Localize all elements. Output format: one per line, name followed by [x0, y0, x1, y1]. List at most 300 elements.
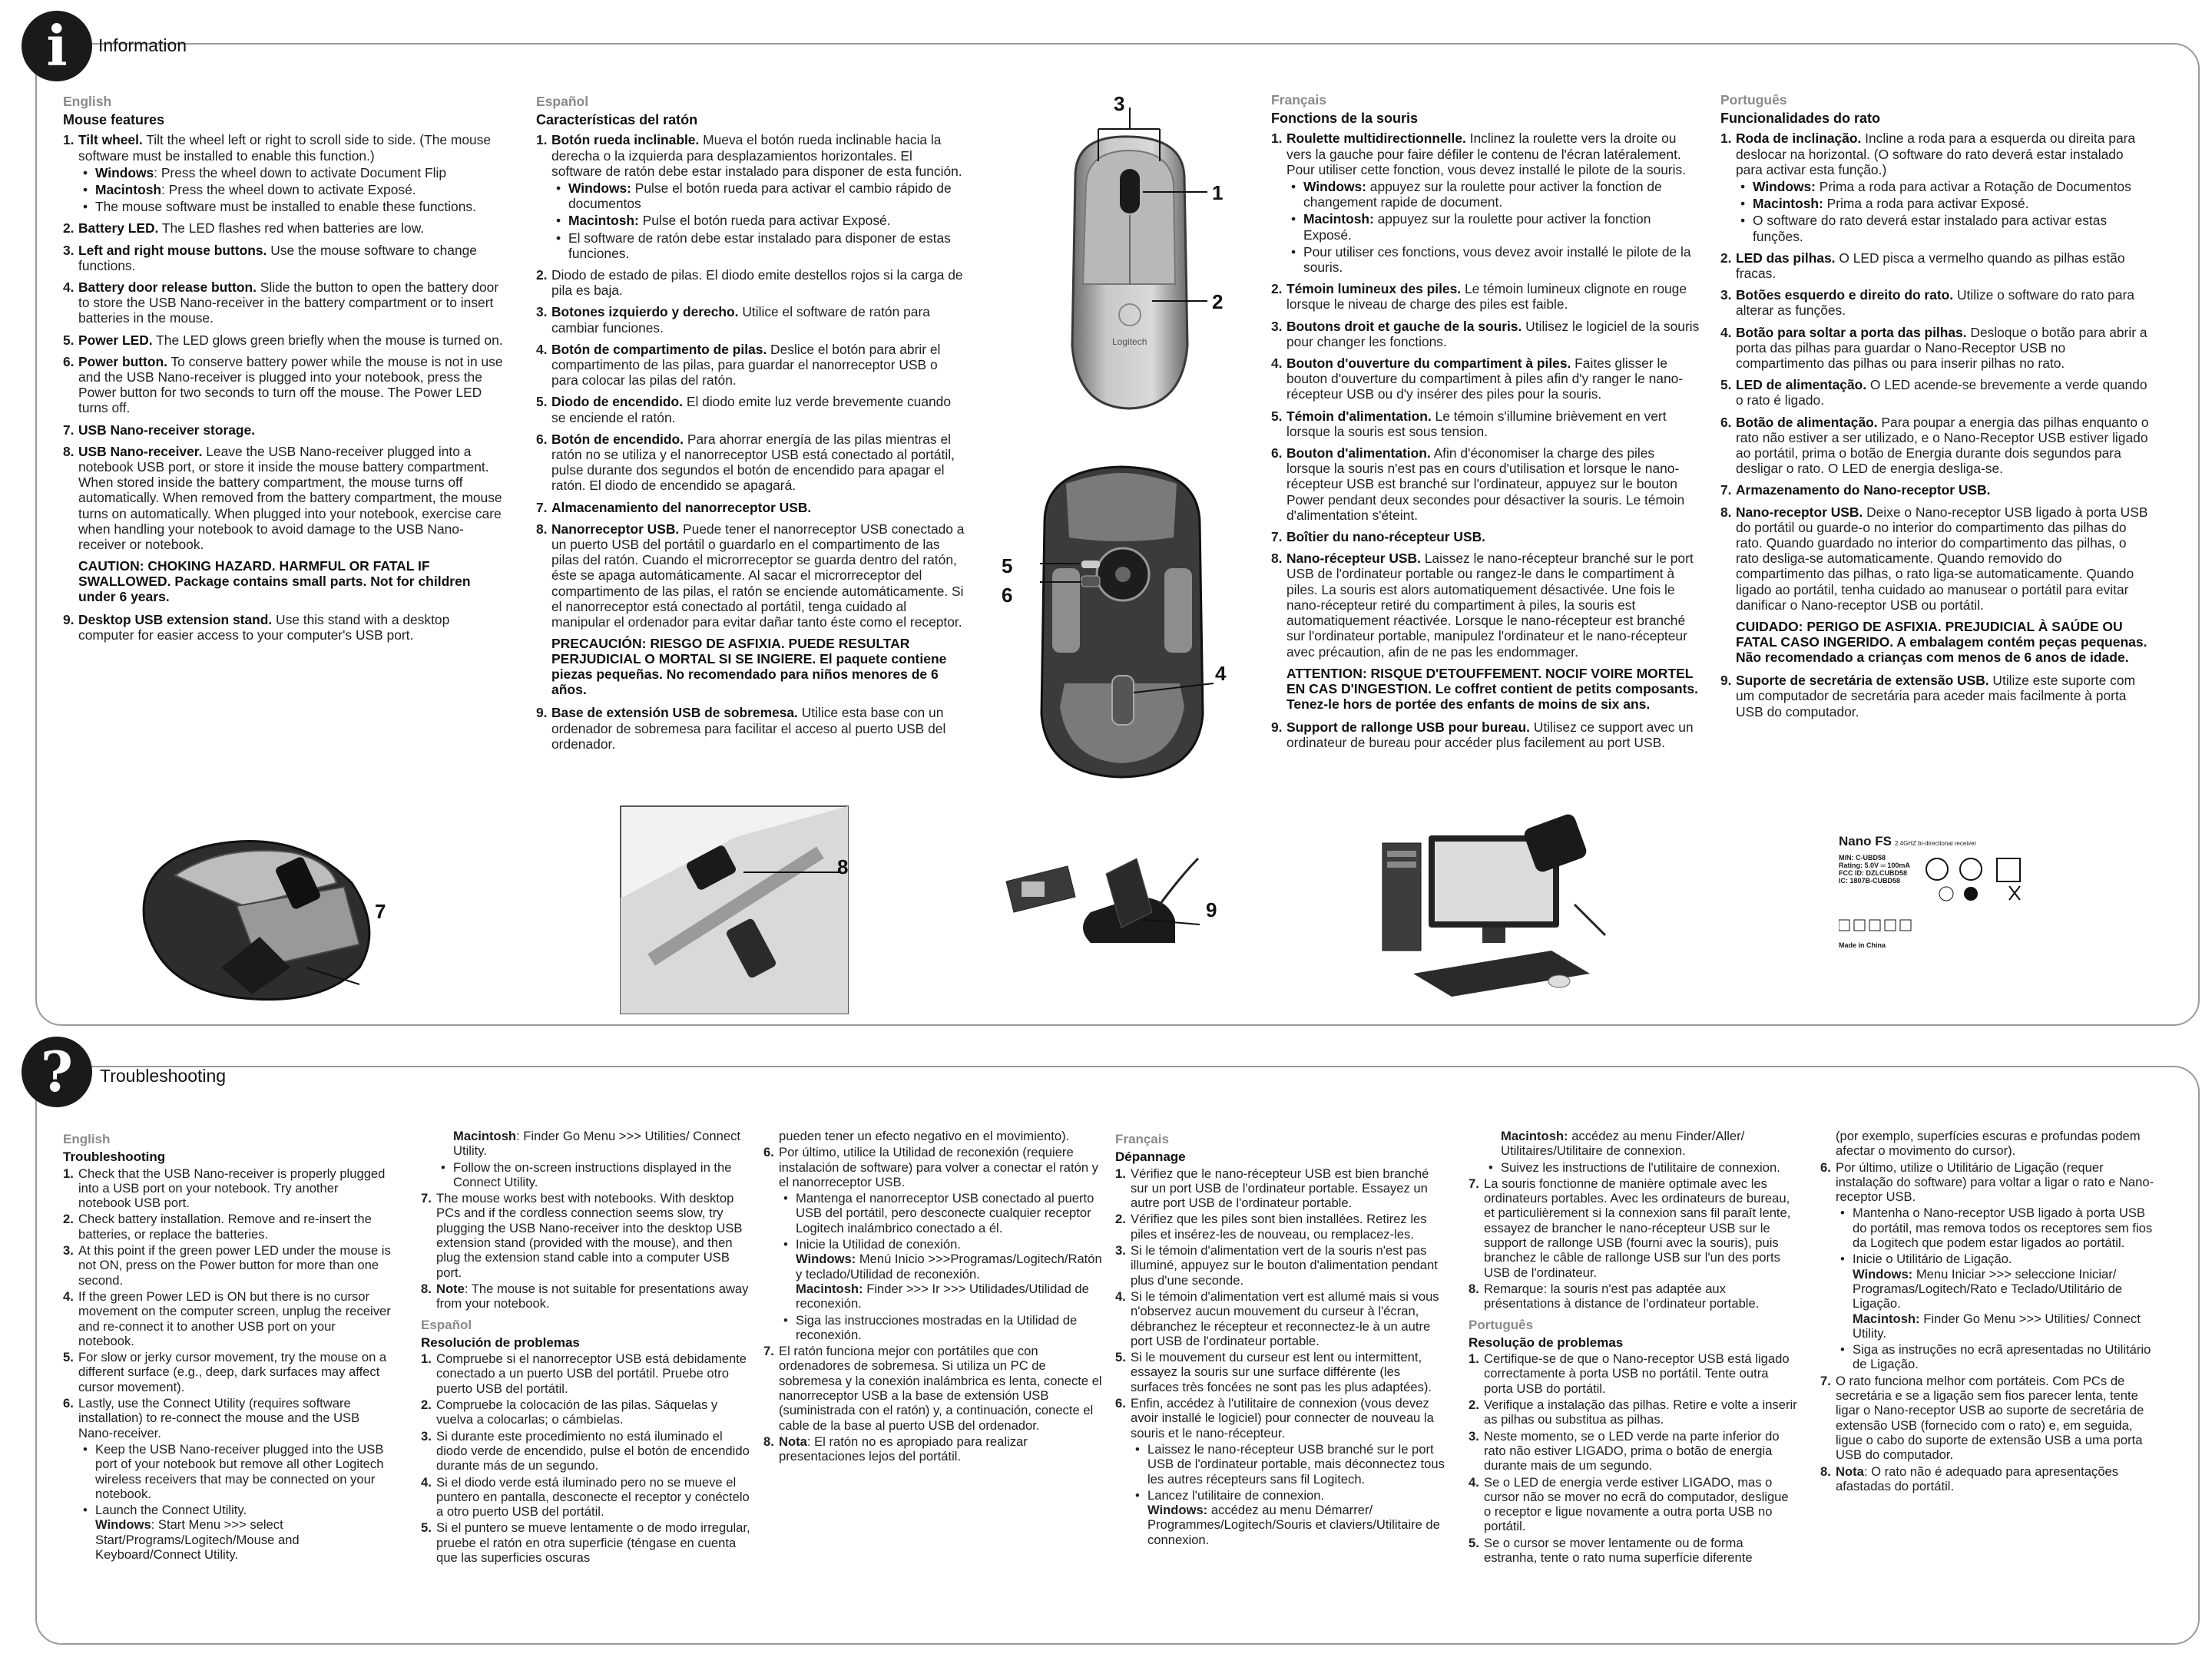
bullet-text: Follow the on-screen instructions displayed in the Connect Utility. — [453, 1159, 732, 1189]
step-text: Certifique-se de que o Nano-receptor USB está ligado correctamente à porta USB no portátil. Tente outra porta USB do portátil. — [1484, 1351, 1790, 1396]
item-number: 7. — [536, 499, 548, 515]
step-number: 8. — [421, 1281, 432, 1296]
list-item — [1736, 179, 2151, 194]
os-label: Macintosh: — [1853, 1311, 1920, 1326]
bullet-text: Prima a roda para activar a Rotação de Documentos — [1815, 179, 2131, 195]
step-text: The mouse works best with notebooks. With desktop PCs and if the cordless connection seems slow, try plugging the USB Nano-receiver into the desktop USB extension stand (provided with the mouse), and then plug the extension stand cable into a computer USB port. — [436, 1191, 743, 1280]
list-item — [421, 1520, 751, 1565]
item-title: Témoin d'alimentation. — [1286, 408, 1432, 424]
caution-warning: PRECAUCIÓN: RIESGO DE ASFIXIA. PUEDE RESULTAR PERJUDICIAL O MORTAL SI SE INGIERE. El paquete contiene piezas pequeñas. No recomendado para niños menores de 6 años. — [551, 636, 947, 698]
list-item — [1736, 213, 2151, 243]
os-label: Macintosh — [95, 182, 161, 198]
list-item — [63, 243, 508, 273]
list-item — [536, 500, 966, 515]
item-text: Deixe o Nano-receptor USB ligado à porta USB do portátil ou guarde-o no interior do compartimento das pilhas do rato. Quando guardado no interior do compartimento das pilhas, o rato desliga-se automaticamente. Quando removido do compartimento das pilhas, o rato liga-se automaticamente. Quando ligado ao portátil, tenha cuidado ao manusear o portátil para evitar danificar o Nano-receptor USB ou portátil. — [1736, 504, 2148, 613]
item-title: Roda de inclinação. — [1736, 131, 1862, 147]
os-label: Windows — [95, 164, 154, 180]
list-item — [1820, 1160, 2158, 1205]
list-item — [1115, 1212, 1445, 1242]
section-subheading: Características del ratón — [536, 112, 698, 128]
list-item — [1286, 244, 1700, 275]
bullet-list — [1736, 179, 2151, 244]
list-item — [1271, 131, 1700, 275]
bullet-text: Siga las instrucciones mostradas en la Utilidad de reconexión. — [796, 1312, 1078, 1342]
step-label: Nota — [779, 1434, 807, 1449]
bullet-text: Laissez le nano-récepteur USB branché sur le port USB de l'ordinateur portable, mais déconnectez tous les autres récepteurs sans fil Logitech. — [1147, 1441, 1445, 1487]
label-line: FCC ID: DZLCUBD58 — [1839, 869, 1907, 877]
caution-warning: CAUTION: CHOKING HAZARD. HARMFUL OR FATAL IF SWALLOWED. Package contains small parts. Not for children under 6 years. — [78, 558, 471, 605]
item-title: Support de rallonge USB pour bureau. — [1286, 719, 1530, 735]
os-text: accédez au menu Démarrer/ Programmes/Logitech/Souris et claviers/Utilitaire de connexion. — [1147, 1503, 1440, 1547]
item-title: Nano-receptor USB. — [1736, 504, 1863, 520]
os-label: Windows: — [1147, 1503, 1208, 1518]
list-item — [421, 1397, 751, 1427]
section-subheading: Funcionalidades do rato — [1720, 111, 1881, 127]
bullet-text: : Press the wheel down to activate Document Flip — [154, 164, 447, 180]
item-number: 5. — [63, 332, 75, 348]
item-number: 3. — [536, 304, 548, 320]
language-heading: English — [63, 1132, 111, 1146]
step-text: Se o LED de energia verde estiver LIGADO, mas o cursor não se mover no ecrã do computador, desligue o receptor e ligue novamente a outra porta USB no portátil. — [1484, 1474, 1789, 1534]
step-text: La souris fonctionne de manière optimale avec les ordinateurs portables. Avec les ordinateurs de bureau, et particulièrement si la connexion sans fil paraît lente, essayez de brancher le nano-récepteur USB sur le support de rallonge USB (fourni avec la souris), puis branchez le câble de rallonge USB sur l'un des ports USB de l'ordinateur. — [1484, 1176, 1791, 1280]
item-text: Tilt the wheel left or right to scroll side to side. (The mouse software must be installed to enable this function.) — [78, 132, 492, 164]
item-number: 8. — [1271, 551, 1283, 567]
list-item — [763, 1145, 1109, 1189]
language-heading: Português — [1720, 92, 1787, 107]
item-title: Botón de encendido. — [551, 431, 684, 447]
list-item — [63, 612, 508, 643]
bullet-list — [63, 1442, 393, 1562]
item-text: Laissez le nano-récepteur branché sur le port USB de l'ordinateur portable ou rangez-le dans le compartiment à piles. La souris est alors automatiquement désactivée. Une fois le nano-récepteur retiré du compartiment à piles, la souris est automatiquement réactivée. Lorsque le nano-récepteur est branché sur l'ordinateur portable, manipulez l'ordinateur et le nano-récepteur avec précaution, afin de ne pas les endommager. — [1286, 551, 1694, 660]
bullet-list — [551, 180, 966, 261]
item-title: Tilt wheel. — [78, 132, 143, 148]
os-text: Finder Go Menu >>> Utilities/ Connect Utility. — [1853, 1311, 2141, 1341]
item-text: El diodo emite luz verde brevemente cuando se enciende el ratón. — [551, 394, 952, 425]
item-text: Para ahorrar energía de las pilas mientras el ratón no se utiliza y el nanorreceptor USB está conectado al portátil, pulse durante dos segundos el botón de encendido para apagar el ratón. El diodo de encendido se apagará. — [551, 431, 955, 494]
step-text: Si le mouvement du curseur est lent ou intermittent, essayez la souris sur une surface différente (les surfaces très foncées ne sont pas les plus adaptées). — [1131, 1350, 1432, 1394]
label-line: M/N: C-UBD58 — [1839, 854, 1886, 862]
item-number: 9. — [63, 612, 75, 628]
item-text: Use this stand with a desktop computer for easier access to your computer's USB port. — [78, 612, 450, 643]
item-text: Deslice el botón para abrir el compartimento de las pilas, para guardar el nanorreceptor USB o para colocar las pilas del ratón. — [551, 341, 941, 389]
item-title: Boutons droit et gauche de la souris. — [1286, 318, 1522, 334]
step-list — [1115, 1166, 1445, 1440]
step-number: 1. — [63, 1166, 74, 1181]
list-item — [1286, 211, 1700, 242]
callout-3: 3 — [1114, 92, 1125, 115]
step-text: Si durante este procedimiento no está iluminado el diodo verde de encendido, pulse el botón de encendido durante más de un segundo. — [436, 1428, 750, 1473]
os-label: Windows: — [568, 180, 631, 197]
os-label: Macintosh: — [1303, 211, 1374, 227]
callout-5: 5 — [1002, 554, 1013, 577]
list-item — [1131, 1488, 1445, 1547]
item-number: 5. — [1271, 408, 1283, 424]
continued-text: pueden tener un efecto negativo en el movimiento). — [779, 1129, 1070, 1143]
item-text: Faites glisser le bouton d'ouverture du compartiment à piles afin d'y ranger le nano-récepteur USB ou d'y insérer des piles pour la souris. — [1286, 356, 1684, 402]
list-item — [779, 1313, 1109, 1343]
section-subheading: Dépannage — [1115, 1149, 1186, 1165]
step-list — [1820, 1374, 2158, 1493]
list-item — [421, 1429, 751, 1473]
list-item — [536, 521, 966, 630]
step-text: Por último, utilice la Utilidad de reconexión (requiere instalación de software) para volver a conectar el ratón y el nanorreceptor USB. — [779, 1145, 1098, 1189]
item-title: Botón rueda inclinable. — [551, 132, 700, 148]
step-label: Nota — [1836, 1464, 1864, 1479]
list-item — [763, 1344, 1109, 1433]
bullet-text: O software do rato deverá estar instalado para activar estas funções. — [1753, 213, 2108, 244]
list-item — [551, 180, 966, 211]
item-title: Botão de alimentação. — [1736, 414, 1878, 430]
item-number: 9. — [1720, 673, 1732, 689]
item-text: Le témoin lumineux clignote en rouge lorsque le niveau de charge des piles est faible. — [1286, 281, 1687, 313]
item-number: 1. — [536, 132, 548, 148]
troubleshooting-column-3 — [763, 1129, 1109, 1466]
step-text: Si el diodo verde está iluminado pero no se mueve el puntero en pantalla, desconecte el receptor y conéctelo a otro puerto USB del portátil. — [436, 1474, 750, 1520]
item-title: Botões esquerdo e direito do rato. — [1736, 287, 1954, 303]
item-title: Nano-récepteur USB. — [1286, 551, 1421, 567]
bullet-text: Keep the USB Nano-receiver plugged into the USB port of your notebook but remove all other Logitech wireless receivers that may be connected on your notebook. — [95, 1441, 384, 1501]
item-number: 3. — [63, 242, 75, 258]
caution-warning: CUIDADO: PERIGO DE ASFIXIA. PREJUDICIAL À SAÚDE OU FATAL CASO INGERIDO. A embalagem contém peças pequenas. Não recomendado a crianças com menos de 6 anos de idade. — [1736, 619, 2147, 666]
step-text: Si le témoin d'alimentation vert de la souris n'est pas illuminé, appuyez sur le bouton d'alimentation pendant plus d'une seconde. — [1131, 1243, 1438, 1288]
list-item — [1836, 1206, 2158, 1250]
troubleshooting-column-2 — [421, 1129, 751, 1566]
item-text: The LED flashes red when batteries are low. — [158, 220, 425, 236]
list-item — [1469, 1475, 1799, 1534]
item-title: Base de extensión USB de sobremesa. — [551, 705, 798, 721]
information-title: Information — [98, 35, 187, 55]
item-title: Battery LED. — [78, 220, 159, 236]
step-number: 7. — [1820, 1373, 1831, 1388]
bullet-text: appuyez sur la roulette pour activer la fonction Exposé. — [1303, 211, 1651, 243]
certification-marks — [1923, 855, 2038, 901]
step-number: 4. — [421, 1474, 432, 1490]
list-item — [1469, 1429, 1799, 1473]
french-troubleshooting-column — [1115, 1126, 1445, 1549]
os-label: Macintosh: — [568, 213, 639, 229]
list-item — [78, 1503, 393, 1562]
list-item — [1271, 408, 1700, 439]
item-number: 7. — [1720, 482, 1732, 498]
item-number: 9. — [536, 705, 548, 721]
list-item — [536, 342, 966, 389]
list-item — [63, 1212, 393, 1242]
step-text: : O rato não é adequado para apresentações afastadas do portátil. — [1836, 1464, 2119, 1493]
os-text: Menú Inicio >>>Programas/Logitech/Ratón y teclado/Utilidad de reconexión. — [796, 1252, 1102, 1282]
list-item — [436, 1160, 751, 1190]
step-number: 8. — [1469, 1281, 1479, 1296]
item-text: Afin d'économiser la charge des piles lorsque la souris n'est pas en cours d'utilisation et lorsque le nano-récepteur USB est branché sur l'ordinateur, appuyez sur le bouton Power pendant deux secondes pour désactiver la souris. Le témoin d'alimentation s'éteint. — [1286, 445, 1685, 523]
list-item — [1469, 1176, 1799, 1280]
os-label: Windows: — [1303, 179, 1366, 195]
step-label: Note — [436, 1281, 465, 1296]
step-number: 3. — [1115, 1243, 1126, 1258]
item-text: Le témoin s'illumine brièvement en vert lorsque la souris est sous tension. — [1286, 408, 1667, 439]
list-item — [536, 304, 966, 335]
step-text: Si el puntero se mueve lentamente o de modo irregular, pruebe el ratón en otra superficie (téngase en cuenta que las superficies oscuras — [436, 1520, 750, 1566]
portuguese-features-column — [1720, 92, 2151, 726]
list-item — [63, 444, 508, 552]
bullet-list — [763, 1191, 1109, 1342]
troubleshooting-title: Troubleshooting — [100, 1066, 227, 1086]
step-number: 4. — [63, 1288, 74, 1304]
bullet-list — [421, 1160, 751, 1190]
french-features-column — [1271, 92, 1700, 756]
item-number: 8. — [1720, 504, 1732, 520]
list-item — [536, 267, 966, 298]
section-subheading: Resolução de problemas — [1469, 1335, 1624, 1350]
usb-extension-stand-illustration — [1006, 828, 1206, 966]
list-item — [536, 132, 966, 261]
bullet-text: Suivez les instructions de l'utilitaire de connexion. — [1501, 1159, 1780, 1175]
feature-list — [536, 132, 966, 752]
list-item — [63, 220, 508, 236]
step-text: Se o cursor se mover lentamente ou de forma estranha, tente o rato numa superfície diferente — [1484, 1535, 1753, 1566]
bullet-list — [1286, 179, 1700, 275]
item-title: Diodo de encendido. — [551, 394, 684, 410]
item-title: Armazenamento do Nano-receptor USB. — [1736, 482, 1991, 498]
mouse-brand-label: Logitech — [1112, 336, 1147, 347]
item-title: Power button. — [78, 353, 167, 369]
callout-8: 8 — [837, 855, 849, 878]
list-item — [1820, 1374, 2158, 1463]
list-item — [1271, 529, 1700, 544]
callout-4: 4 — [1215, 662, 1227, 685]
item-title: Desktop USB extension stand. — [78, 612, 273, 628]
os-text: accédez au menu Finder/Aller/ Utilitaires/Utilitaire de connexion. — [1501, 1129, 1745, 1159]
step-text: Vérifiez que les piles sont bien installées. Retirez les piles et insérez-les de nouveau, ou remplacez-les. — [1131, 1212, 1427, 1242]
bullet-text: Lancez l'utilitaire de connexion. — [1147, 1487, 1325, 1503]
step-number: 8. — [1820, 1464, 1831, 1479]
step-text: Compruebe si el nanorreceptor USB está debidamente conectado a un puerto USB del portátil. Pruebe otro puerto USB del portátil. — [436, 1351, 747, 1396]
item-number: 6. — [536, 431, 548, 447]
item-title: Roulette multidirectionnelle. — [1286, 131, 1466, 147]
item-number: 9. — [1271, 719, 1283, 735]
list-item — [779, 1237, 1109, 1311]
item-text: O LED acende-se brevemente a verde quando o rato é ligado. — [1736, 377, 2147, 408]
list-item — [78, 1442, 393, 1501]
bullet-text: : Press the wheel down to activate Exposé. — [161, 182, 416, 198]
list-item — [421, 1191, 751, 1280]
item-text: O LED pisca a vermelho quando as pilhas estão fracas. — [1736, 250, 2125, 282]
item-number: 2. — [536, 267, 548, 283]
item-number: 5. — [1720, 377, 1732, 393]
step-list — [421, 1351, 751, 1565]
list-item — [1469, 1351, 1799, 1396]
item-title: LED de alimentação. — [1736, 377, 1867, 393]
section-subheading: Fonctions de la souris — [1271, 111, 1419, 127]
list-item — [551, 230, 966, 261]
caution-warning: ATTENTION: RISQUE D'ETOUFFEMENT. NOCIF VOIRE MORTEL EN CAS D'INGESTION. Le coffret contient de petits composants. Tenez-le hors de portée des enfants de moins de six ans. — [1286, 665, 1699, 712]
item-number: 6. — [63, 353, 75, 369]
step-number: 7. — [1469, 1176, 1479, 1191]
item-text: Utilice esta base con un ordenador de sobremesa para facilitar el acceso al puerto USB del ordenador. — [551, 705, 946, 752]
continued-text — [1469, 1129, 1799, 1159]
question-icon: ? — [22, 1037, 92, 1107]
step-number: 3. — [421, 1428, 432, 1444]
os-label: Windows — [95, 1517, 151, 1533]
info-icon: i — [22, 11, 92, 81]
item-title: Bouton d'ouverture du compartiment à piles. — [1286, 356, 1571, 372]
bullet-text: Mantenga el nanorreceptor USB conectado al puerto USB del portátil, pero desconecte cualquier receptor Logitech inalámbrico conectado a él. — [796, 1191, 1094, 1235]
list-item — [551, 213, 966, 228]
os-label: Macintosh: — [1501, 1129, 1568, 1143]
os-label: Windows: — [796, 1252, 856, 1267]
item-number: 6. — [1720, 414, 1732, 430]
feature-list — [1271, 131, 1700, 750]
item-text: Diodo de estado de pilas. El diodo emite destellos rojos si la carga de pila es baja. — [551, 267, 963, 299]
list-item — [78, 165, 508, 180]
item-title: Battery door release button. — [78, 279, 257, 296]
list-item — [1115, 1243, 1445, 1288]
list-item — [421, 1282, 751, 1311]
item-title: LED das pilhas. — [1736, 250, 1836, 266]
step-text: Compruebe la colocación de las pilas. Sáquelas y vuelva a colocarlas; o cámbielas. — [436, 1397, 718, 1427]
continued-text — [421, 1129, 751, 1159]
list-item — [1469, 1282, 1799, 1311]
step-number: 6. — [763, 1145, 774, 1160]
continued-text: (por exemplo, superfícies escuras e profundas podem afectar o movimento do cursor). — [1836, 1129, 2141, 1159]
item-number: 2. — [1271, 281, 1283, 297]
step-number: 2. — [1469, 1397, 1479, 1413]
item-title: USB Nano-receiver storage. — [78, 422, 256, 438]
troubleshooting-column-5 — [1469, 1129, 1799, 1566]
bullet-text: The mouse software must be installed to enable these functions. — [95, 199, 476, 215]
step-number: 3. — [1469, 1428, 1479, 1444]
list-item — [1720, 377, 2151, 408]
step-text: Remarque: la souris n'est pas adaptée aux présentations à distance de l'ordinateur portable. — [1484, 1281, 1760, 1311]
step-number: 7. — [421, 1191, 432, 1206]
list-item — [1271, 281, 1700, 312]
list-item — [763, 1434, 1109, 1464]
list-item — [1720, 504, 2151, 613]
mouse-battery-compartment-illustration — [129, 814, 390, 1006]
list-item — [1820, 1464, 2158, 1494]
list-item — [536, 394, 966, 425]
language-heading: Português — [1469, 1317, 1534, 1332]
item-title: Almacenamiento del nanorreceptor USB. — [551, 499, 812, 515]
item-number: 5. — [536, 394, 548, 410]
bullet-text: Pulse el botón rueda para activar Exposé. — [638, 213, 891, 229]
bullet-text: Pour utiliser ces fonctions, vous devez avoir installé le pilote de la souris. — [1303, 243, 1691, 276]
step-text: For slow or jerky cursor movement, try the mouse on a different surface (e.g., deep, dark surfaces may affect cursor movement). — [78, 1350, 387, 1394]
item-number: 4. — [1271, 356, 1283, 372]
item-number: 4. — [536, 341, 548, 357]
callout-9: 9 — [1206, 898, 1217, 921]
item-title: Botones izquierdo y derecho. — [551, 304, 739, 320]
list-item — [536, 705, 966, 752]
item-number: 6. — [1271, 445, 1283, 461]
list-item — [421, 1475, 751, 1520]
nano-receiver-notebook-illustration — [621, 806, 848, 1014]
list-item — [1131, 1442, 1445, 1487]
bullet-text: Inicie o Utilitário de Ligação. — [1853, 1252, 2012, 1267]
list-item — [1736, 196, 2151, 211]
section-subheading: Mouse features — [63, 112, 165, 128]
step-number: 1. — [1469, 1351, 1479, 1367]
step-number: 5. — [1115, 1350, 1126, 1365]
item-title: Témoin lumineux des piles. — [1286, 281, 1462, 297]
item-title: Nanorreceptor USB. — [551, 521, 680, 537]
list-item — [536, 432, 966, 494]
bullet-list — [1469, 1160, 1799, 1175]
mouse-top-view-illustration — [1029, 92, 1244, 430]
label-line: Rating: 5.0V ═ 100mA — [1839, 862, 1910, 869]
item-title: Botón de compartimento de pilas. — [551, 341, 767, 357]
item-title: Bouton d'alimentation. — [1286, 445, 1431, 461]
step-list — [1820, 1160, 2158, 1205]
step-text: : The mouse is not suitable for presentations away from your notebook. — [436, 1281, 749, 1311]
step-number: 2. — [1115, 1212, 1126, 1227]
language-heading: Français — [1115, 1132, 1169, 1146]
list-item — [1720, 250, 2151, 281]
os-text: : Finder Go Menu >>> Utilities/ Connect Utility. — [453, 1129, 740, 1159]
product-name: Nano FS — [1839, 834, 1892, 848]
list-item — [1286, 179, 1700, 210]
language-heading: Español — [536, 94, 589, 109]
list-item — [779, 1191, 1109, 1235]
list-item — [1469, 1397, 1799, 1427]
step-text: At this point if the green power LED under the mouse is not ON, press on the Power button for more than one second. — [78, 1243, 391, 1288]
language-heading: Français — [1271, 92, 1326, 107]
item-title: Power LED. — [78, 332, 153, 348]
item-text: The LED glows green briefly when the mouse is turned on. — [152, 332, 503, 348]
list-item — [63, 422, 508, 438]
step-text: : El ratón no es apropiado para realizar presentaciones lejos del portátil. — [779, 1434, 1028, 1464]
bullet-text: Pulse el botón rueda para activar el cambio rápido de documentos — [568, 180, 952, 212]
item-number: 1. — [63, 132, 75, 148]
list-item — [1720, 482, 2151, 498]
item-text: Utilisez le logiciel de la souris pour changer les fonctions. — [1286, 318, 1700, 349]
step-number: 8. — [763, 1434, 774, 1449]
english-troubleshooting-column — [63, 1126, 393, 1563]
item-number: 2. — [1720, 250, 1732, 266]
item-number: 1. — [1720, 131, 1732, 147]
list-item — [1720, 415, 2151, 477]
list-item — [1720, 287, 2151, 318]
os-label: Macintosh: — [1753, 196, 1823, 212]
section-subheading: Resolución de problemas — [421, 1335, 580, 1350]
item-text: Utilize o software do rato para alterar as funções. — [1736, 287, 2134, 319]
item-text: Utilisez ce support avec un ordinateur de bureau pour accéder plus facilement au port USB. — [1286, 719, 1694, 750]
troubleshooting-column-6 — [1820, 1129, 2158, 1495]
callout-7: 7 — [375, 900, 386, 923]
list-item — [1720, 325, 2151, 372]
item-number: 4. — [1720, 324, 1732, 340]
language-heading: English — [63, 94, 112, 109]
step-number: 1. — [421, 1351, 432, 1367]
step-number: 2. — [63, 1212, 74, 1227]
list-item — [1836, 1252, 2158, 1341]
spanish-features-column — [536, 94, 966, 758]
item-text: Desloque o botão para abrir a porta das pilhas para guardar o Nano-Receptor USB no compartimento das pilhas ou para inserir pilhas no rato. — [1736, 324, 2147, 372]
step-list — [1469, 1176, 1799, 1311]
bullet-text: Launch the Connect Utility. — [95, 1503, 247, 1518]
compliance-symbols — [1839, 918, 1916, 934]
list-item — [1720, 131, 2151, 243]
feature-list — [63, 132, 508, 643]
step-text: Neste momento, se o LED verde na parte inferior do rato não estiver LIGADO, prima o botão de energia durante mais de um segundo. — [1484, 1428, 1780, 1473]
english-features-column — [63, 94, 508, 650]
desktop-computer-illustration — [1375, 820, 1621, 997]
step-text: Por último, utilize o Utilitário de Ligação (requer instalação do software) para voltar a ligar o rato e Nano-receptor USB. — [1836, 1159, 2154, 1205]
item-number: 3. — [1720, 287, 1732, 303]
mouse-bottom-view-illustration — [1006, 453, 1244, 791]
bullet-text: Inicie la Utilidad de conexión. — [796, 1237, 961, 1252]
list-item — [1271, 719, 1700, 750]
section-subheading: Troubleshooting — [63, 1149, 166, 1165]
item-text: Para poupar a energia das pilhas enquanto o rato não estiver a ser utilizado, e o Nano-Receptor USB estiver ligado ao portátil, prima o botão de Energia durante dois segundos para desligar o rato. O LED de energia desliga-se. — [1736, 414, 2149, 477]
